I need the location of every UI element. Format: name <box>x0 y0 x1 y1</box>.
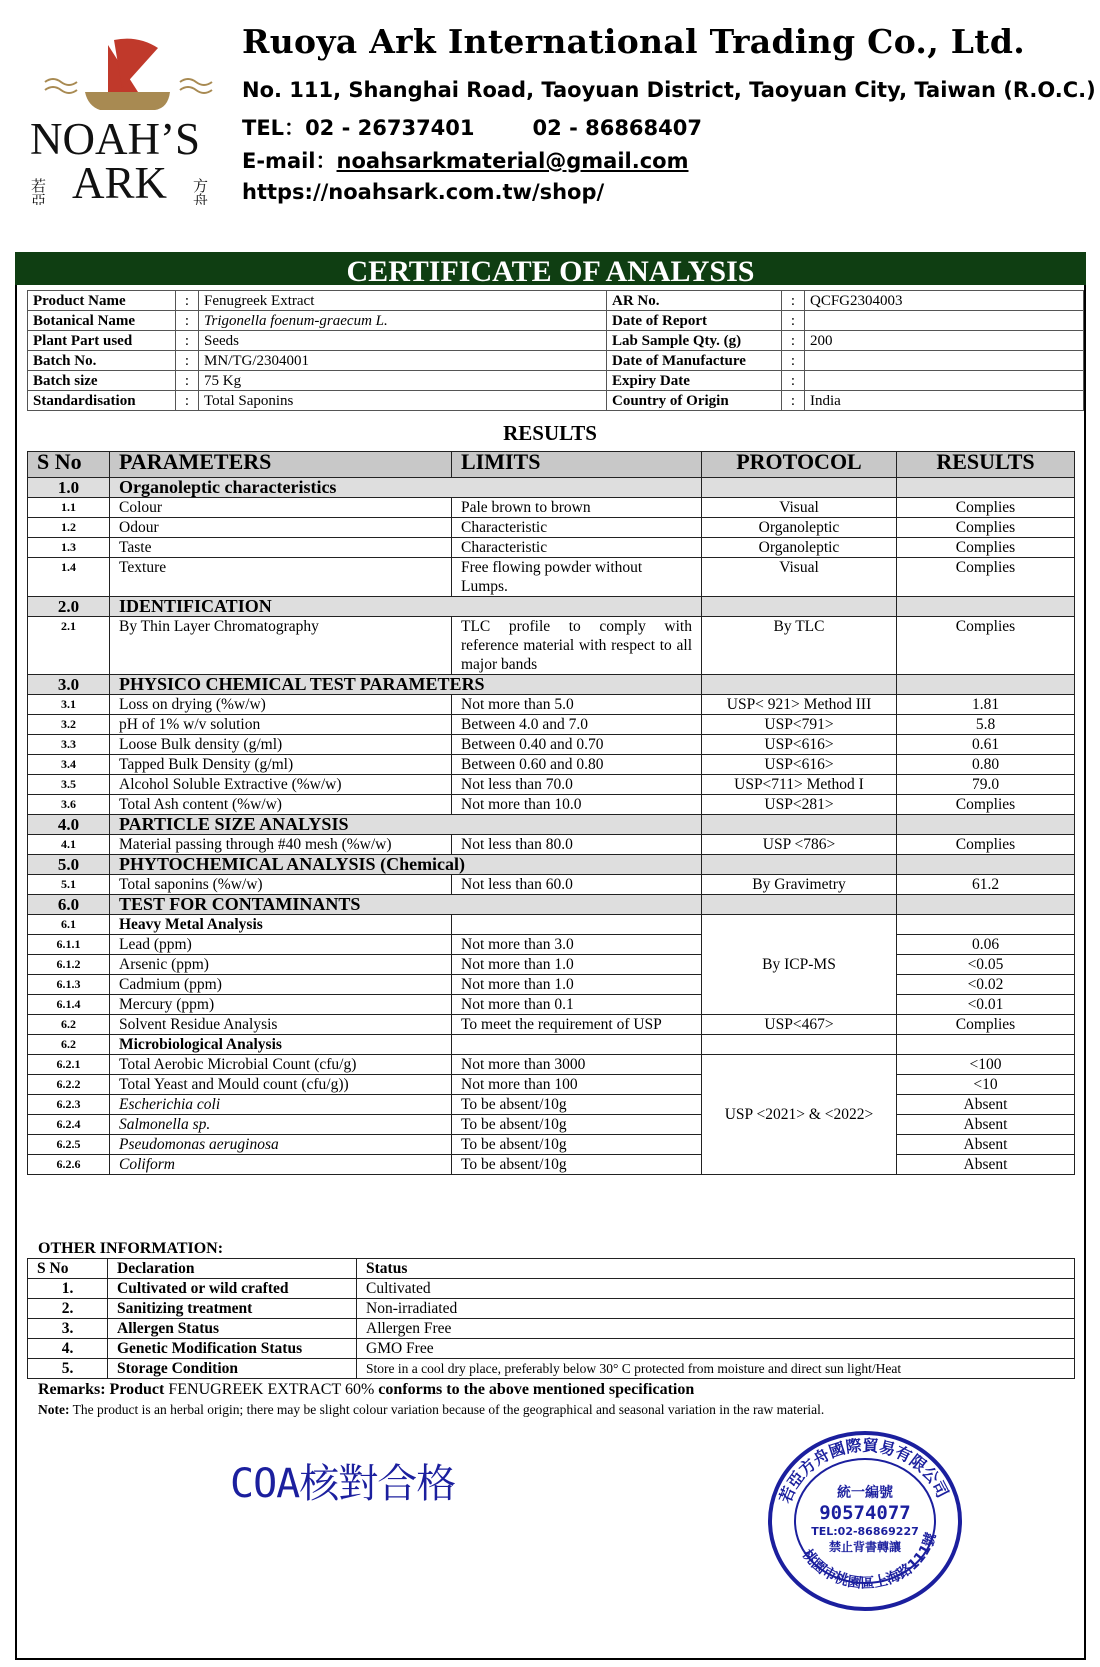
table-row: 5. Storage Condition Store in a cool dry place, preferably below 30° C protected from moisture and direct sun light/Heat <box>28 1359 1075 1379</box>
other-header-row: S No Declaration Status <box>28 1259 1075 1279</box>
table-row: 2. Sanitizing treatment Non-irradiated <box>28 1299 1075 1319</box>
stamp-address: 桃園市桃園區上海路111號 <box>798 1530 940 1592</box>
table-row: 6.1.1 Lead (ppm) Not more than 3.0 0.06 <box>28 935 1075 955</box>
other-info-title: OTHER INFORMATION: <box>38 1240 224 1257</box>
table-row: 6.2.2 Total Yeast and Mould count (cfu/g)) Not more than 100 <10 <box>28 1075 1075 1095</box>
table-row: 3.5 Alcohol Soluble Extractive (%w/w) Not less than 70.0 USP<711> Method I 79.0 <box>28 775 1075 795</box>
company-phone <box>242 112 702 142</box>
company-website[interactable]: https://noahsark.com.tw/shop/ <box>242 180 605 204</box>
section-row: 3.0 PHYSICO CHEMICAL TEST PARAMETERS <box>28 675 1075 695</box>
results-table <box>27 451 1075 1175</box>
standardisation: Total Saponins <box>199 391 607 411</box>
botanical-name: Trigonella foenum-graecum L. <box>199 311 607 331</box>
table-row: 2.1 By Thin Layer Chromatography TLC profile to comply with reference material with respect to all major bands By TLC Complies <box>28 617 1075 675</box>
table-row: 6.2.1 Total Aerobic Microbial Count (cfu/g) Not more than 3000 USP <2021> & <2022> <100 <box>28 1055 1075 1075</box>
product-info-table: Product Name : Fenugreek Extract AR No. : QCFG2304003 Botanical Name : Trigonella foenum-graecum L. Date of Report : Plant Part used : Seeds Lab Sample Qty. (g) : 200 Batch No. : MN/TG/2304001 Date of Manufacture : Batch size : 75 Kg Expiry Date : Standardisation : Total Saponins Country of Origin : India <box>27 290 1084 411</box>
plant-part-label: Plant Part used <box>28 331 176 351</box>
micro-protocol: USP <2021> & <2022> <box>702 1055 897 1175</box>
section-row: 5.0 PHYTOCHEMICAL ANALYSIS (Chemical) <box>28 855 1075 875</box>
batch-size: 75 Kg <box>199 371 607 391</box>
table-row: 1.4 Texture Free flowing powder without Lumps. Visual Complies <box>28 558 1075 597</box>
logo-word-2: ARK <box>72 158 168 205</box>
tel-label: TEL： <box>242 116 306 140</box>
table-row: 6.1.3 Cadmium (ppm) Not more than 1.0 <0.02 <box>28 975 1075 995</box>
table-row: 6.2 Solvent Residue Analysis To meet the requirement of USP USP<467> Complies <box>28 1015 1075 1035</box>
plant-part: Seeds <box>199 331 607 351</box>
certificate-title: CERTIFICATE OF ANALYSIS <box>15 252 1086 285</box>
lab-sample: 200 <box>805 331 1084 351</box>
col-parameters: PARAMETERS <box>110 452 452 478</box>
table-row: 6.2.6 Coliform To be absent/10g Absent <box>28 1155 1075 1175</box>
lab-sample-label: Lab Sample Qty. (g) <box>607 331 782 351</box>
table-row: 3.1 Loss on drying (%w/w) Not more than 5.0 USP< 921> Method III 1.81 <box>28 695 1075 715</box>
country-of-origin: India <box>805 391 1084 411</box>
company-logo <box>30 30 230 205</box>
stamp-line-3: TEL:02-86869227 <box>811 1525 919 1538</box>
date-report <box>805 311 1084 331</box>
table-row: 3.3 Loose Bulk density (g/ml) Between 0.40 and 0.70 USP<616> 0.61 <box>28 735 1075 755</box>
ar-no-label: AR No. <box>607 291 782 311</box>
heavy-metal-protocol: By ICP-MS <box>702 915 897 1015</box>
col-protocol: PROTOCOL <box>702 452 897 478</box>
company-seal-stamp <box>765 1425 965 1615</box>
table-row: 1.3 Taste Characteristic Organoleptic Complies <box>28 538 1075 558</box>
date-report-label: Date of Report <box>607 311 782 331</box>
ark-icon <box>30 30 230 205</box>
col-sno: S No <box>28 452 110 478</box>
country-label: Country of Origin <box>607 391 782 411</box>
section-row: 2.0 IDENTIFICATION <box>28 597 1075 617</box>
coa-approval-text: COA核對合格 <box>230 1461 456 1507</box>
botanical-name-label: Botanical Name <box>28 311 176 331</box>
email-label: E-mail： <box>242 149 337 173</box>
section-row: 4.0 PARTICLE SIZE ANALYSIS <box>28 815 1075 835</box>
logo-cn-left: 若亞 <box>30 178 47 205</box>
other-info-table <box>27 1258 1075 1379</box>
company-name: Ruoya Ark International Trading Co., Ltd. <box>242 22 1025 61</box>
section-row: 6.0 TEST FOR CONTAMINANTS <box>28 895 1075 915</box>
product-name-label: Product Name <box>28 291 176 311</box>
table-row: 1. Cultivated or wild crafted Cultivated <box>28 1279 1075 1299</box>
date-mfg <box>805 351 1084 371</box>
col-results: RESULTS <box>897 452 1075 478</box>
table-row: 6.1.2 Arsenic (ppm) Not more than 1.0 <0.05 <box>28 955 1075 975</box>
results-header-row <box>28 452 1075 478</box>
table-row: 5.1 Total saponins (%w/w) Not less than 60.0 By Gravimetry 61.2 <box>28 875 1075 895</box>
company-email <box>242 145 688 175</box>
email-link[interactable]: noahsarkmaterial@gmail.com <box>336 149 689 173</box>
ar-no: QCFG2304003 <box>805 291 1084 311</box>
table-row: 3. Allergen Status Allergen Free <box>28 1319 1075 1339</box>
table-row: 4. Genetic Modification Status GMO Free <box>28 1339 1075 1359</box>
table-row: 3.4 Tapped Bulk Density (g/ml) Between 0.60 and 0.80 USP<616> 0.80 <box>28 755 1075 775</box>
stamp-ring-text: 若亞方舟國際貿易有限公司 <box>775 1435 953 1506</box>
table-row: 6.1.4 Mercury (ppm) Not more than 0.1 <0.01 <box>28 995 1075 1015</box>
batch-no-label: Batch No. <box>28 351 176 371</box>
batch-size-label: Batch size <box>28 371 176 391</box>
logo-cn-right: 方舟 <box>191 178 209 205</box>
company-address: No. 111, Shanghai Road, Taoyuan District, Taoyuan City, Taiwan (R.O.C.) <box>242 78 1096 102</box>
section-row: 1.0 Organoleptic characteristics <box>28 478 1075 498</box>
stamp-line-2: 90574077 <box>819 1502 911 1524</box>
standardisation-label: Standardisation <box>28 391 176 411</box>
stamp-line-1: 統一編號 <box>837 1485 893 1501</box>
col-limits: LIMITS <box>452 452 702 478</box>
product-name: Fenugreek Extract <box>199 291 607 311</box>
tel-1: 02 - 26737401 <box>305 116 475 140</box>
expiry-label: Expiry Date <box>607 371 782 391</box>
table-row: 3.2 pH of 1% w/v solution Between 4.0 and 7.0 USP<791> 5.8 <box>28 715 1075 735</box>
table-row: 6.2 Microbiological Analysis <box>28 1035 1075 1055</box>
batch-no: MN/TG/2304001 <box>199 351 607 371</box>
expiry-date <box>805 371 1084 391</box>
note: Note: The product is an herbal origin; there may be slight colour variation because of the geographical and seasonal variation in the raw material. <box>38 1402 825 1417</box>
stamp-line-4: 禁止背書轉讓 <box>828 1540 902 1554</box>
table-row: 1.1 Colour Pale brown to brown Visual Complies <box>28 498 1075 518</box>
results-title: RESULTS <box>503 421 597 445</box>
table-row: 6.2.5 Pseudomonas aeruginosa To be absent/10g Absent <box>28 1135 1075 1155</box>
logo-word-1: NOAH’S <box>30 114 201 164</box>
date-mfg-label: Date of Manufacture <box>607 351 782 371</box>
table-row: 1.2 Odour Characteristic Organoleptic Complies <box>28 518 1075 538</box>
table-row: 4.1 Material passing through #40 mesh (%w/w) Not less than 80.0 USP <786> Complies <box>28 835 1075 855</box>
tel-2: 02 - 86868407 <box>532 116 702 140</box>
table-row: 6.1 Heavy Metal Analysis By ICP-MS <box>28 915 1075 935</box>
table-row: 3.6 Total Ash content (%w/w) Not more than 10.0 USP<281> Complies <box>28 795 1075 815</box>
remarks: Remarks: Product FENUGREEK EXTRACT 60% conforms to the above mentioned specification <box>38 1381 695 1398</box>
table-row: 6.2.3 Escherichia coli To be absent/10g Absent <box>28 1095 1075 1115</box>
table-row: 6.2.4 Salmonella sp. To be absent/10g Absent <box>28 1115 1075 1135</box>
